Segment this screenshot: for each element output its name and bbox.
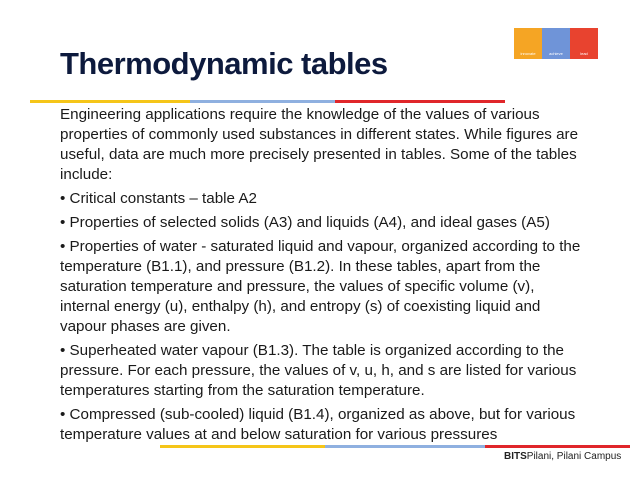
logo-word: achieve — [549, 51, 563, 56]
logo-block-innovate — [514, 28, 542, 59]
footer-rule-red — [485, 445, 630, 448]
logo-block-lead — [570, 28, 598, 59]
intro-paragraph: Engineering applications require the knowledge of the values of various properties of commonly used substances in different states. While figures are useful, data are much more precisely presented in tables. Some of the tables include: — [60, 106, 579, 183]
logo-block-achieve — [542, 28, 570, 59]
title-underline — [30, 100, 505, 103]
footer-rule — [160, 445, 630, 448]
footer-campus — [504, 451, 621, 462]
footer-brand: BITS — [504, 451, 527, 462]
bullet-compressed-liquid: • Compressed (sub-cooled) liquid (B1.4), organized as above, but for various temperature values at and below saturation for various pressures — [60, 406, 576, 443]
logo-word: lead — [580, 51, 588, 56]
footer-rule-yellow — [160, 445, 325, 448]
logo-word: innovate — [520, 51, 536, 56]
underline-blue — [190, 100, 335, 103]
bullet-critical-constants: • Critical constants – table A2 — [60, 190, 257, 207]
bullet-saturated-water: • Properties of water - saturated liquid and vapour, organized according to the temperature (B1.1), and pressure (B1.2). In these tables, apart from the saturation temperature and pressure, the values of specific volume (v), internal energy (u), enthalpy (h), and entropy (s) of coexisting liquid and vapour phases are given. — [60, 238, 581, 335]
footer-rule-blue — [325, 445, 485, 448]
bullet-solids-liquids-gases: • Properties of selected solids (A3) and liquids (A4), and ideal gases (A5) — [60, 214, 550, 231]
bullet-superheated-vapour: • Superheated water vapour (B1.3). The table is organized according to the pressure. For each pressure, the values of v, u, h, and s are listed for various temperatures starting from the saturation temperature. — [60, 342, 577, 399]
bits-logo — [514, 28, 598, 59]
underline-red — [335, 100, 505, 103]
page-title: Thermodynamic tables — [60, 46, 388, 81]
underline-yellow — [30, 100, 190, 103]
footer-campus-text: Pilani, Pilani Campus — [526, 451, 622, 462]
slide-body — [60, 105, 588, 449]
